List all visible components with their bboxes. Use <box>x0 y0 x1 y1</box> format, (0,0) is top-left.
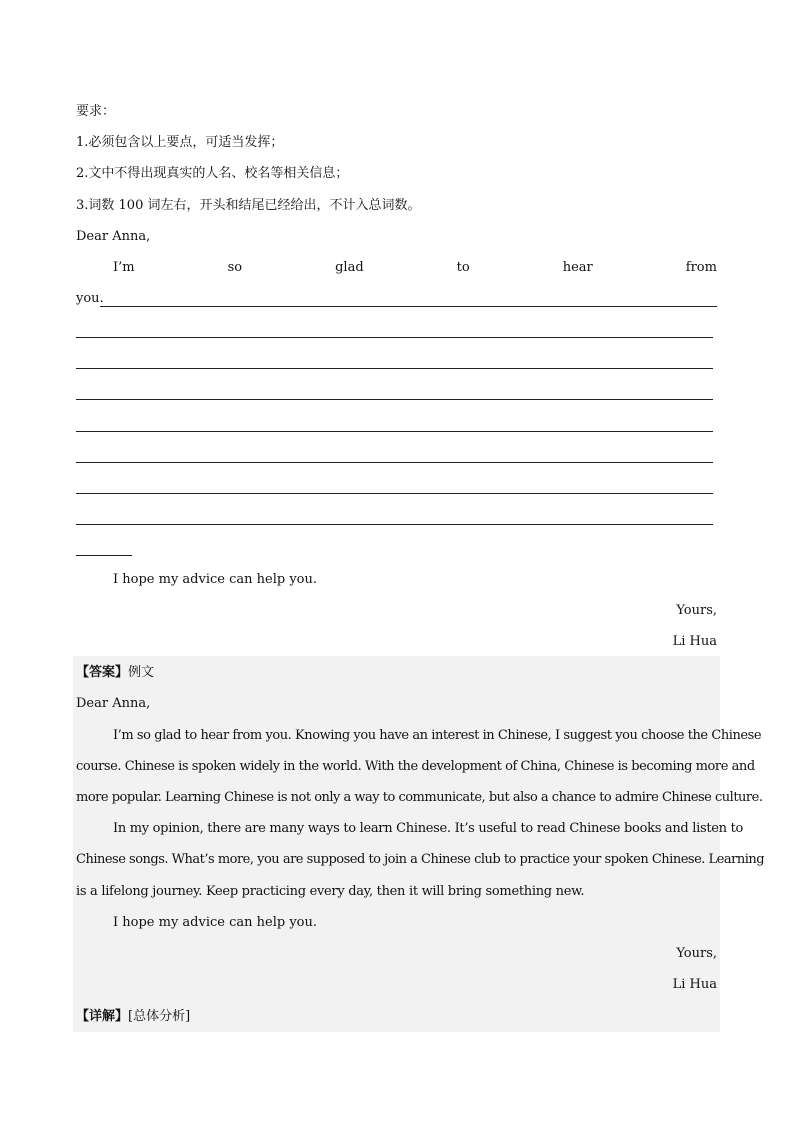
answer-line: is a lifelong journey. Keep practicing every day, then it will bring something new. <box>76 884 585 899</box>
opening-word: glad <box>335 260 364 275</box>
template-opening-line <box>76 259 717 277</box>
detail-label-bracket: 【详解】 <box>76 1009 129 1024</box>
detail-label-text: [总体分析] <box>128 1009 191 1024</box>
answer-signoff: Yours, <box>676 946 717 961</box>
answer-signature: Li Hua <box>672 977 717 992</box>
writing-line <box>76 337 713 338</box>
answer-line: more popular. Learning Chinese is not only a way to communicate, but also a chance to admire Chinese culture. <box>76 790 763 805</box>
opening-word: I’m <box>113 260 135 275</box>
writing-line <box>76 368 713 369</box>
requirement-item: 2.文中不得出现真实的人名、校名等相关信息； <box>76 166 349 181</box>
opening-word: hear <box>562 260 593 275</box>
opening-word: to <box>456 260 470 275</box>
writing-line <box>76 399 713 400</box>
writing-line <box>76 493 713 494</box>
requirements-heading: 要求： <box>76 104 116 119</box>
answer-label-text: 例文 <box>128 665 155 680</box>
template-opening-continued: you. <box>76 291 104 306</box>
answer-line: I’m so glad to hear from you. Knowing you have an interest in Chinese, I suggest you choose the Chinese <box>113 728 762 743</box>
answer-line: course. Chinese is spoken widely in the world. With the development of China, Chinese is becoming more and <box>76 759 755 774</box>
opening-word: so <box>227 260 243 275</box>
writing-line <box>76 462 713 463</box>
template-signature: Li Hua <box>672 634 717 649</box>
requirement-item: 1.必须包含以上要点，可适当发挥； <box>76 135 284 150</box>
answer-line: Chinese songs. What’s more, you are supposed to join a Chinese club to practice your spoken Chinese. Learning <box>76 852 765 867</box>
answer-label-bracket: 【答案】 <box>76 665 129 680</box>
answer-label <box>76 664 717 682</box>
template-signoff: Yours, <box>676 603 717 618</box>
answer-closing: I hope my advice can help you. <box>113 915 317 930</box>
answer-line: In my opinion, there are many ways to learn Chinese. It’s useful to read Chinese books and listen to <box>113 821 744 836</box>
template-salutation: Dear Anna, <box>76 229 151 244</box>
requirement-item: 3.词数 100 词左右，开头和结尾已经给出，不计入总词数。 <box>76 198 421 213</box>
detail-label <box>76 1008 717 1026</box>
writing-line <box>100 306 717 307</box>
template-closing: I hope my advice can help you. <box>113 572 317 587</box>
writing-line-short <box>76 555 132 556</box>
writing-line <box>76 431 713 432</box>
answer-salutation: Dear Anna, <box>76 696 151 711</box>
writing-line <box>76 524 713 525</box>
opening-word: from <box>685 260 717 275</box>
